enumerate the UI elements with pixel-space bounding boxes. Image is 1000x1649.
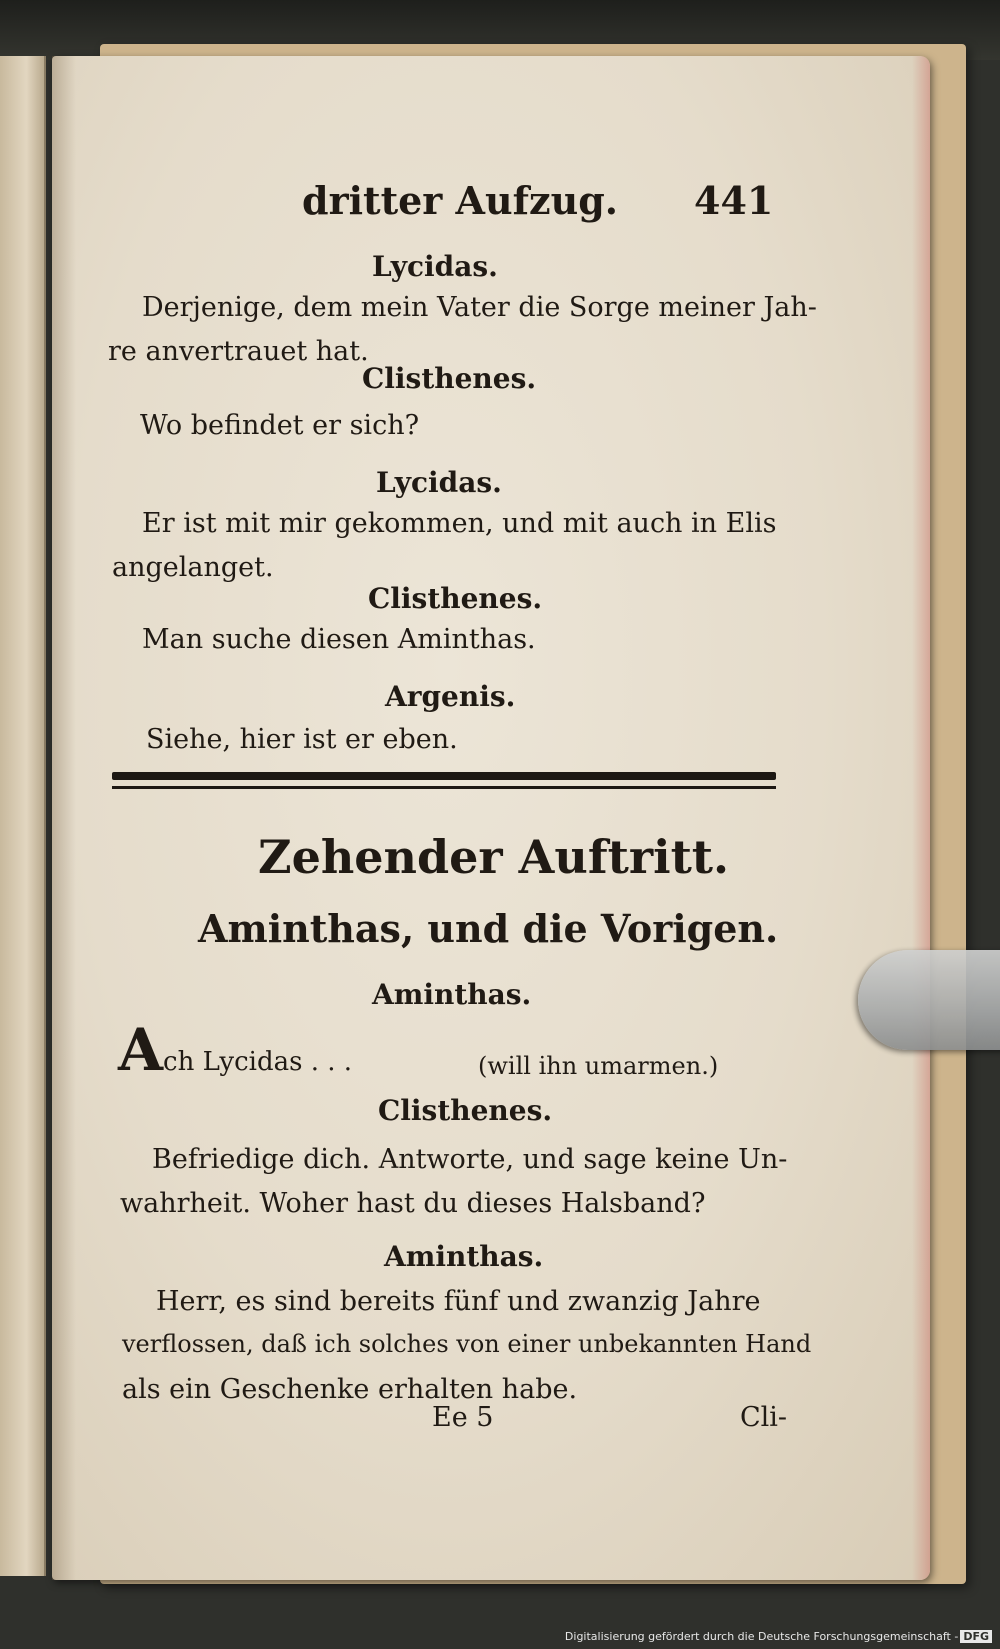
speaker-label: Clisthenes.	[378, 1094, 553, 1127]
dialogue-line: Derjenige, dem mein Vater die Sorge meiner Jah-	[142, 292, 817, 323]
catchword: Cli-	[740, 1402, 788, 1433]
dialogue-line: verflossen, daß ich solches von einer unbekannten Hand	[122, 1330, 812, 1358]
speaker-label: Aminthas.	[384, 1240, 544, 1273]
dialogue-line: Er ist mit mir gekommen, und mit auch in Elis	[142, 508, 777, 539]
dialogue-line: Wo befindet er sich?	[140, 410, 420, 441]
dialogue-line: re anvertrauet hat.	[108, 336, 369, 367]
scene-subtitle: Aminthas, und die Vorigen.	[198, 906, 779, 951]
speaker-label: Argenis.	[385, 680, 516, 713]
dialogue-line: Herr, es sind bereits fünf und zwanzig Jahre	[156, 1286, 761, 1317]
dialogue-line: als ein Geschenke erhalten habe.	[122, 1374, 578, 1405]
scene-title: Zehender Auftritt.	[258, 830, 730, 884]
gutter-shadow	[52, 56, 76, 1580]
stage-direction: (will ihn umarmen.)	[478, 1052, 719, 1080]
speaker-label: Clisthenes.	[362, 362, 537, 395]
page-clip	[858, 950, 1000, 1050]
signature-mark: Ee 5	[432, 1402, 494, 1433]
digitization-credit	[565, 1630, 992, 1643]
dialogue-line: Befriedige dich. Antworte, und sage keine Un-	[152, 1144, 788, 1175]
scene-divider-thin	[112, 786, 776, 789]
speaker-label: Clisthenes.	[368, 582, 543, 615]
speaker-label: Aminthas.	[372, 978, 532, 1011]
dialogue-line	[118, 1016, 352, 1084]
page-number: 441	[694, 178, 774, 223]
drop-cap: A	[118, 1016, 164, 1084]
dfg-logo: DFG	[960, 1630, 992, 1643]
running-title: dritter Aufzug.	[302, 178, 619, 223]
dialogue-line: Siehe, hier ist er eben.	[146, 724, 458, 755]
speaker-label: Lycidas.	[376, 466, 502, 499]
previous-page-edge	[0, 56, 46, 1576]
scene-divider	[112, 772, 776, 780]
speaker-label: Lycidas.	[372, 250, 498, 283]
line-rest: ch Lycidas . . .	[163, 1047, 353, 1077]
credit-text: Digitalisierung gefördert durch die Deutsche Forschungsgemeinschaft -	[564, 1630, 959, 1643]
dialogue-line: wahrheit. Woher hast du dieses Halsband?	[120, 1188, 706, 1219]
dialogue-line: Man suche diesen Aminthas.	[142, 624, 536, 655]
dialogue-line: angelanget.	[112, 552, 274, 583]
